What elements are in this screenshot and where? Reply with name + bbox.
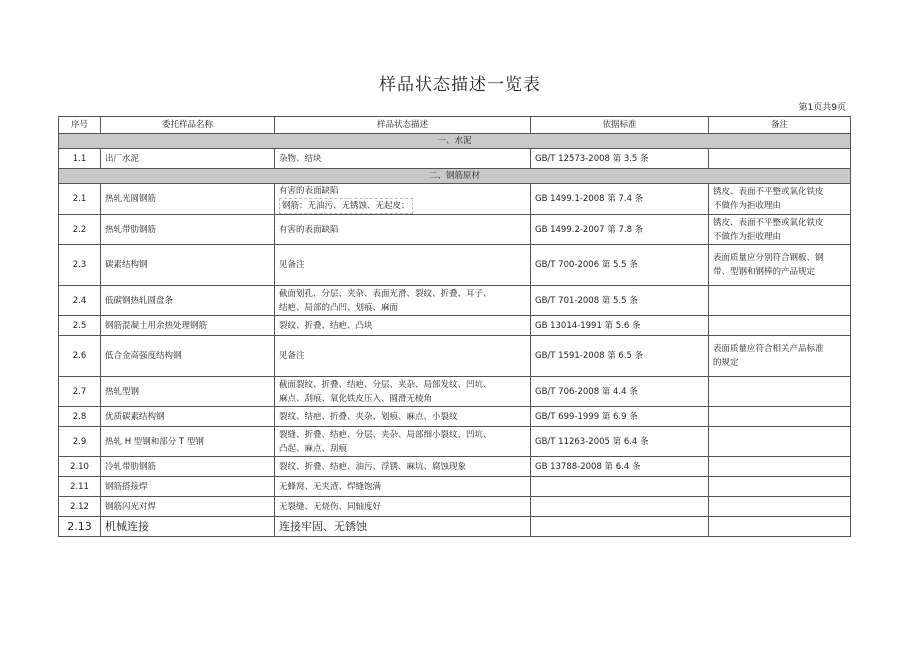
page-indicator: 第1页共9页 xyxy=(798,103,846,113)
row-desc-line-wrap xyxy=(279,198,526,214)
row-note xyxy=(709,149,851,169)
row-standard xyxy=(531,477,709,497)
row-note xyxy=(709,377,851,407)
row-note xyxy=(709,316,851,336)
document-title: 样品状态描述一览表 xyxy=(379,75,541,95)
row-note-line: 不做作为拒收理由 xyxy=(713,201,782,211)
row-standard: GB/T 700-2006 第 5.5 条 xyxy=(531,245,709,286)
row-note xyxy=(709,497,851,517)
table-row xyxy=(59,336,851,377)
row-note xyxy=(709,245,851,286)
table-row xyxy=(59,286,851,316)
row-note-line: 锈皮、表面不平整或氧化铁皮 xyxy=(713,187,824,197)
row-standard: GB 1499.1-2008 第 7.4 条 xyxy=(531,184,709,215)
row-desc: 无裂缝、无烧伤、同轴度好 xyxy=(275,497,531,517)
row-no: 2.9 xyxy=(59,427,101,457)
row-desc: 见备注 xyxy=(275,245,531,286)
row-desc: 裂纹、折叠、结疤、油污、浮锈、麻坑、腐蚀现象 xyxy=(275,457,531,477)
row-name: 热轧带肋钢筋 xyxy=(101,215,275,245)
table-row xyxy=(59,407,851,427)
row-name: 钢筋混凝土用余热处理钢筋 xyxy=(101,316,275,336)
header-status-desc: 样品状态描述 xyxy=(275,117,531,134)
row-desc-line: 结疤、局部的凸凹、划痕、麻面 xyxy=(279,302,399,313)
row-no: 2.8 xyxy=(59,407,101,427)
row-desc-line: 截面划孔、分层、夹杂、表面光滑、裂纹、折叠、耳子、 xyxy=(279,288,492,299)
table-row xyxy=(59,149,851,169)
row-note-line: 的规定 xyxy=(713,358,739,368)
table-row xyxy=(59,377,851,407)
row-name: 热轧型钢 xyxy=(101,377,275,407)
row-no: 2.2 xyxy=(59,215,101,245)
row-desc xyxy=(275,427,531,457)
row-desc: 连接牢固、无锈蚀 xyxy=(275,517,531,537)
row-no: 2.4 xyxy=(59,286,101,316)
row-name: 冷轧带肋钢筋 xyxy=(101,457,275,477)
row-no: 2.1 xyxy=(59,184,101,215)
header-no: 序号 xyxy=(59,117,101,134)
section-title: 二、钢筋原材 xyxy=(59,169,851,184)
row-note xyxy=(709,286,851,316)
section-title: 一、水泥 xyxy=(59,134,851,149)
row-name: 低合金高强度结构钢 xyxy=(101,336,275,377)
row-name: 碳素结构钢 xyxy=(101,245,275,286)
row-standard: GB 1499.2-2007 第 7.8 条 xyxy=(531,215,709,245)
row-desc: 无蜂窝、无夹渣、焊缝饱满 xyxy=(275,477,531,497)
row-note xyxy=(709,427,851,457)
table-row xyxy=(59,316,851,336)
row-note xyxy=(709,184,851,215)
row-standard: GB/T 701-2008 第 5.5 条 xyxy=(531,286,709,316)
row-standard: GB/T 12573-2008 第 3.5 条 xyxy=(531,149,709,169)
section-row-steel xyxy=(59,169,851,184)
row-name: 热轧 H 型钢和部分 T 型钢 xyxy=(101,427,275,457)
row-note xyxy=(709,336,851,377)
row-name: 钢筋搭接焊 xyxy=(101,477,275,497)
header-remarks: 备注 xyxy=(709,117,851,134)
sample-status-table xyxy=(58,116,851,537)
table-row xyxy=(59,457,851,477)
row-note xyxy=(709,407,851,427)
row-no: 1.1 xyxy=(59,149,101,169)
row-desc xyxy=(275,286,531,316)
row-note-line: 表面质量应符合相关产品标准 xyxy=(713,344,824,354)
table-row xyxy=(59,245,851,286)
table-row xyxy=(59,184,851,215)
row-note xyxy=(709,517,851,537)
row-note xyxy=(709,457,851,477)
row-desc: 杂物、结块 xyxy=(275,149,531,169)
row-standard xyxy=(531,517,709,537)
row-no: 2.3 xyxy=(59,245,101,286)
row-note xyxy=(709,477,851,497)
row-no: 2.6 xyxy=(59,336,101,377)
row-desc: 裂纹、结疤、折叠、夹杂、划痕、麻点、小裂纹 xyxy=(275,407,531,427)
header-standard: 依据标准 xyxy=(531,117,709,134)
row-standard: GB 13014-1991 第 5.6 条 xyxy=(531,316,709,336)
row-note-line: 不做作为拒收理由 xyxy=(713,231,782,242)
row-standard: GB/T 11263-2005 第 6.4 条 xyxy=(531,427,709,457)
table-row xyxy=(59,477,851,497)
row-desc-line: 裂缝、折叠、结疤、分层、夹杂、局部细小裂纹、凹坑、 xyxy=(279,429,492,440)
row-standard: GB/T 699-1999 第 6.9 条 xyxy=(531,407,709,427)
row-note-line: 锈皮、表面不平整或氧化铁皮 xyxy=(713,217,824,228)
table-header-row xyxy=(59,117,851,134)
table-row xyxy=(59,427,851,457)
row-desc: 见备注 xyxy=(275,336,531,377)
header-sample-name: 委托样品名称 xyxy=(101,117,275,134)
row-name: 低碳钢热轧圆盘条 xyxy=(101,286,275,316)
row-desc-line: 凸起、麻点、刮痕 xyxy=(279,443,348,454)
row-desc-line: 麻点、刮痕、氧化铁皮压入、圆滑无棱角 xyxy=(279,393,433,404)
row-desc: 裂纹、折叠、结疤、凸块 xyxy=(275,316,531,336)
table-row xyxy=(59,215,851,245)
row-desc-line: 截面裂纹、折叠、结疤、分层、夹杂、局部发纹、凹坑、 xyxy=(279,379,492,390)
row-desc-line: 钢筋：无油污、无锈蚀、无起皮； xyxy=(279,198,413,214)
row-desc: 有害的表面缺陷 xyxy=(275,215,531,245)
row-name: 机械连接 xyxy=(101,517,275,537)
row-name: 优质碳素结构钢 xyxy=(101,407,275,427)
row-desc xyxy=(275,377,531,407)
row-no: 2.10 xyxy=(59,457,101,477)
row-name: 热轧光圆钢筋 xyxy=(101,184,275,215)
row-name: 钢筋闪光对焊 xyxy=(101,497,275,517)
row-desc xyxy=(275,184,531,215)
row-standard: GB/T 706-2008 第 4.4 条 xyxy=(531,377,709,407)
row-name: 出厂水泥 xyxy=(101,149,275,169)
row-standard: GB/T 1591-2008 第 6.5 条 xyxy=(531,336,709,377)
row-standard xyxy=(531,497,709,517)
row-no: 2.12 xyxy=(59,497,101,517)
row-no: 2.13 xyxy=(59,517,101,537)
section-row-cement xyxy=(59,134,851,149)
row-no: 2.7 xyxy=(59,377,101,407)
row-standard: GB 13788-2008 第 6.4 条 xyxy=(531,457,709,477)
row-desc-line: 有害的表面缺陷 xyxy=(279,186,339,196)
row-no: 2.5 xyxy=(59,316,101,336)
row-note-line: 带、型钢和钢棒的产品规定 xyxy=(713,267,816,277)
table-row xyxy=(59,517,851,537)
row-no: 2.11 xyxy=(59,477,101,497)
table-row xyxy=(59,497,851,517)
row-note xyxy=(709,215,851,245)
row-note-line: 表面质量应分别符合钢板、钢 xyxy=(713,253,824,263)
